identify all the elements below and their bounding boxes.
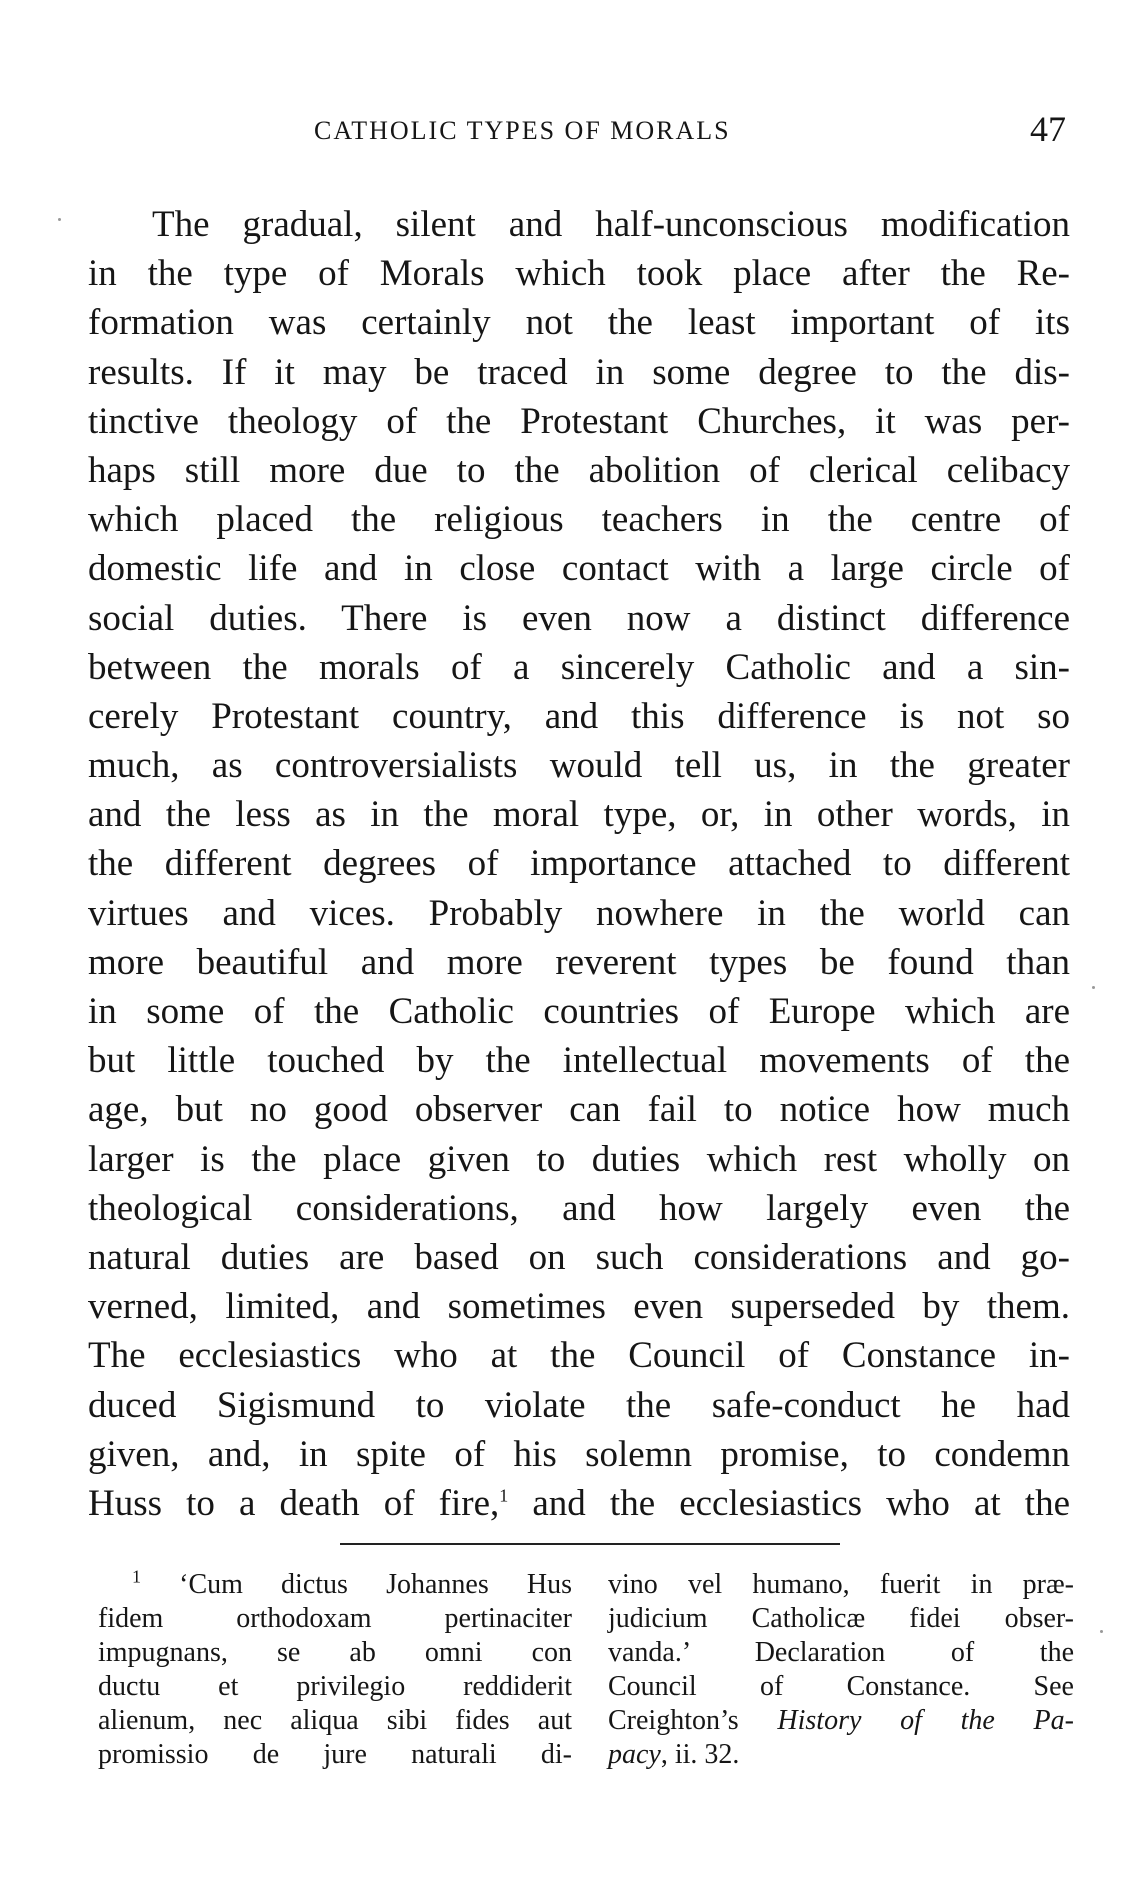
- footnote-line: [98, 1568, 572, 1602]
- body-line: theological considerations, and how largely even the: [88, 1187, 1070, 1229]
- body-text-fragment: Huss to a death of fire,: [88, 1482, 500, 1524]
- running-title: CATHOLIC TYPES OF MORALS: [314, 116, 731, 145]
- footnote-line: alienum, nec aliqua sibi fides aut: [98, 1705, 572, 1736]
- body-line: in the type of Morals which took place after the Re-: [88, 253, 1070, 295]
- body-line: age, but no good observer can fail to notice how much: [88, 1089, 1070, 1131]
- body-line: much, as controversialists would tell us, in the greater: [88, 745, 1070, 787]
- footnote-line: [608, 1704, 1074, 1738]
- body-line: but little touched by the intellectual movements of the: [88, 1040, 1070, 1082]
- footnote-text: , ii. 32.: [660, 1739, 740, 1770]
- body-line: in some of the Catholic countries of Europe which are: [88, 991, 1070, 1032]
- paper-speck: [1100, 1630, 1103, 1633]
- body-line: the different degrees of importance attached to different: [88, 843, 1070, 885]
- body-last-line: [88, 1479, 1070, 1528]
- footnote-line: impugnans, se ab omni con: [98, 1637, 572, 1668]
- footnote-line: [608, 1738, 1074, 1772]
- body-line: formation was certainly not the least important of its: [88, 302, 1070, 344]
- body-text-fragment: and the ecclesiastics who at the: [508, 1482, 1070, 1524]
- paper-speck: [1092, 986, 1095, 989]
- body-line: more beautiful and more reverent types be found than: [88, 941, 1070, 983]
- body-line: verned, limited, and sometimes even superseded by them.: [88, 1286, 1070, 1328]
- body-line: cerely Protestant country, and this difference is not so: [88, 695, 1070, 737]
- body-line: The gradual, silent and half-unconscious modification: [152, 204, 1070, 245]
- footnote-column-left: [98, 1568, 572, 1772]
- body-line: larger is the place given to duties which rest wholly on: [88, 1138, 1070, 1180]
- body-line: tinctive theology of the Protestant Churches, it was per-: [88, 400, 1070, 442]
- footnote-text: Creighton’s: [608, 1705, 778, 1736]
- footnote-line: promissio de jure naturali di-: [98, 1739, 572, 1770]
- body-line: which placed the religious teachers in the centre of: [88, 499, 1070, 541]
- page-number: 47: [1030, 109, 1066, 149]
- book-title-italic: History of the Pa-: [777, 1705, 1074, 1736]
- footnote-line: judicium Catholicæ fidei obser-: [608, 1603, 1074, 1634]
- footnote-rule: [340, 1543, 840, 1545]
- paper-speck: [58, 218, 61, 221]
- footnote-mark: 1: [132, 1566, 141, 1587]
- book-title-italic: pacy: [608, 1739, 661, 1770]
- footnote-column-right: [608, 1568, 1074, 1772]
- body-line: and the less as in the moral type, or, in other words, in: [88, 794, 1070, 836]
- body-line: virtues and vices. Probably nowhere in the world can: [88, 892, 1070, 934]
- body-line: between the morals of a sincerely Catholic and a sin-: [88, 646, 1070, 688]
- footnote-line: ductu et privilegio reddiderit: [98, 1671, 572, 1702]
- footnote-line: fidem orthodoxam pertinaciter: [98, 1603, 572, 1634]
- footnote-reference-mark[interactable]: 1: [499, 1485, 509, 1506]
- body-line: results. If it may be traced in some degree to the dis-: [88, 351, 1070, 393]
- body-line: haps still more due to the abolition of clerical celibacy: [88, 449, 1070, 491]
- body-line: domestic life and in close contact with a large circle of: [88, 548, 1070, 590]
- body-line: duced Sigismund to violate the safe-conduct he had: [88, 1384, 1070, 1426]
- body-line: given, and, in spite of his solemn promise, to condemn: [88, 1433, 1070, 1475]
- footnote-line: vanda.’ Declaration of the: [608, 1637, 1074, 1668]
- footnote-line: vino vel humano, fuerit in præ-: [608, 1569, 1074, 1600]
- body-line: social duties. There is even now a distinct difference: [88, 597, 1070, 639]
- running-head: [86, 109, 1066, 156]
- footnote-text: ‘Cum dictus Johannes Hus: [141, 1569, 572, 1600]
- body-line: natural duties are based on such considerations and go-: [88, 1236, 1070, 1278]
- body-line: The ecclesiastics who at the Council of Constance in-: [88, 1335, 1070, 1377]
- footnote-line: Council of Constance. See: [608, 1671, 1074, 1702]
- body-text: [88, 200, 1070, 1528]
